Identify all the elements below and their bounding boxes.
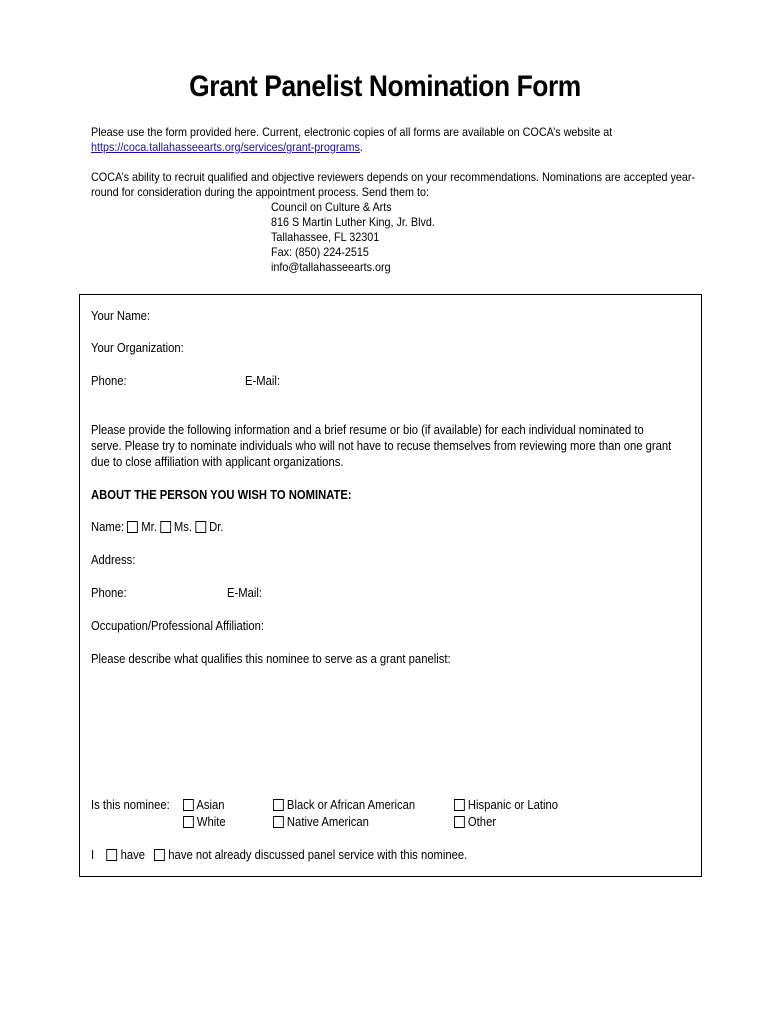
name-label: Name: — [91, 520, 125, 534]
nominee-email-field[interactable]: E-Mail: — [227, 586, 263, 600]
recruit-line-1: COCA’s ability to recruit qualified and objective reviewers depends on your recommendations. Nominations are accepted year- — [91, 170, 696, 184]
mr-checkbox[interactable] — [127, 521, 138, 533]
have-not-checkbox[interactable] — [154, 849, 165, 861]
address-org: Council on Culture & Arts — [271, 200, 392, 214]
mr-label: Mr. — [141, 520, 157, 534]
asian-option[interactable]: Asian — [183, 797, 229, 813]
hispanic-checkbox[interactable] — [454, 799, 465, 811]
instructions-line-2: serve. Please try to nominate individuals who will not have to recuse themselves from reviewing more than one grant — [91, 439, 672, 453]
intro-text — [91, 125, 670, 140]
black-checkbox[interactable] — [273, 799, 284, 811]
ms-label: Ms. — [173, 520, 193, 534]
occupation-field[interactable]: Occupation/Professional Affiliation: — [91, 619, 265, 633]
have-checkbox[interactable] — [107, 849, 118, 861]
link-suffix: . — [359, 140, 363, 154]
your-organization-field[interactable]: Your Organization: — [91, 341, 184, 355]
recruit-line-2: round for consideration during the appointment process. Send them to: — [91, 185, 430, 199]
address-email: info@tallahasseearts.org — [271, 260, 391, 274]
your-email-field[interactable]: E-Mail: — [245, 374, 281, 388]
instructions-line-3: due to close affiliation with applicant organizations. — [91, 455, 344, 469]
about-heading: ABOUT THE PERSON YOU WISH TO NOMINATE: — [91, 488, 352, 502]
dr-checkbox[interactable] — [195, 521, 206, 533]
your-phone-field[interactable]: Phone: — [91, 374, 127, 388]
describe-field[interactable]: Please describe what qualifies this nominee to serve as a grant panelist: — [91, 652, 451, 666]
other-checkbox[interactable] — [454, 816, 465, 828]
recruit-text — [91, 170, 762, 185]
intro-line: Please use the form provided here. Current, electronic copies of all forms are available on COCA’s website at — [91, 125, 613, 139]
white-option[interactable]: White — [183, 814, 230, 830]
instructions-line-1: Please provide the following information and a brief resume or bio (if available) for each individual nominated to — [91, 423, 644, 437]
nominee-phone-field[interactable]: Phone: — [91, 586, 127, 600]
intro-link-line — [91, 140, 393, 155]
black-option[interactable]: Black or African American — [273, 797, 431, 813]
your-name-field[interactable]: Your Name: — [91, 309, 150, 323]
hispanic-option[interactable]: Hispanic or Latino — [454, 797, 570, 813]
nominee-question: Is this nominee: — [91, 798, 170, 812]
asian-checkbox[interactable] — [183, 799, 194, 811]
dr-label: Dr. — [209, 520, 224, 534]
coca-website-link[interactable]: https://coca.tallahasseearts.org/services/grant-programs — [91, 140, 360, 154]
address-street: 816 S Martin Luther King, Jr. Blvd. — [271, 215, 435, 229]
recruit-text-2 — [91, 185, 467, 200]
discussed-row[interactable]: I have have not already discussed panel service with this nominee. — [91, 848, 468, 862]
ms-checkbox[interactable] — [160, 521, 171, 533]
form-title: Grant Panelist Nomination Form — [189, 70, 581, 103]
native-american-checkbox[interactable] — [273, 816, 284, 828]
address-fax: Fax: (850) 224-2515 — [271, 245, 369, 259]
other-option[interactable]: Other — [454, 814, 501, 830]
nomination-form-box — [79, 294, 702, 877]
native-american-option[interactable]: Native American — [273, 814, 380, 830]
address-city: Tallahassee, FL 32301 — [271, 230, 380, 244]
nominee-address-field[interactable]: Address: — [91, 553, 136, 567]
nominee-name-row[interactable] — [91, 519, 238, 535]
white-checkbox[interactable] — [183, 816, 194, 828]
